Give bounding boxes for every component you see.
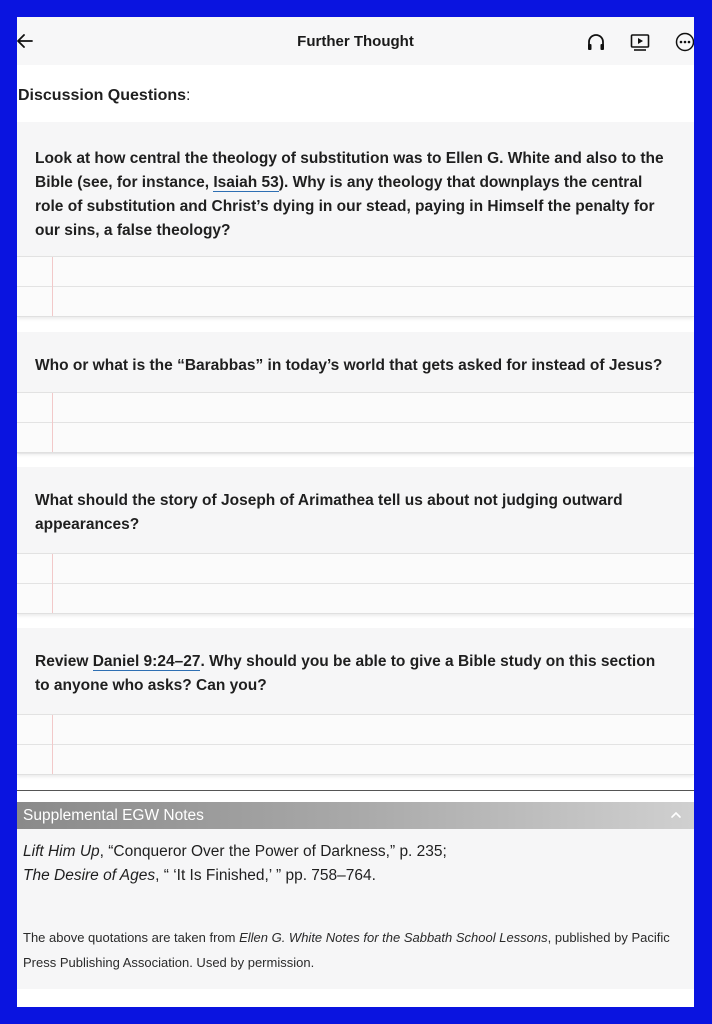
top-bar: [17, 17, 694, 65]
reference-1-title: Lift Him Up: [23, 843, 100, 860]
question-text-part: Review: [35, 653, 93, 670]
more-icon[interactable]: [674, 31, 694, 53]
reference-2-detail: , “ ‘It Is Finished,’ ” pp. 758–764.: [155, 867, 376, 884]
chevron-up-icon[interactable]: [670, 810, 682, 820]
discussion-colon: :: [186, 87, 191, 104]
note-part: , published by Pacific Press Publishing Association. Used by permission.: [23, 930, 670, 970]
answer-lines[interactable]: [17, 256, 694, 317]
question-text-part: . Why should you be able to give a Bible study on this section to anyone who asks? Can you?: [35, 653, 656, 694]
headphones-icon[interactable]: [585, 31, 607, 53]
question-text-part: Who or what is the “Barabbas” in today’s world that gets asked for instead of Jesus?: [35, 357, 663, 374]
question-text-part: Look at how central the theology of substitution was to Ellen G. White and also to the Bible (see, for instance,: [35, 150, 664, 191]
margin-line: [52, 257, 53, 316]
ruled-line: [17, 583, 694, 584]
page-title: Further Thought: [297, 33, 414, 50]
discussion-label: Discussion Questions: [18, 87, 187, 104]
reference-2: [23, 867, 376, 885]
question-text-part: ). Why is any theology that downplays the central role of substitution and Christ’s dying in our stead, paying in Himself the penalty for our sins, a false theology?: [35, 174, 655, 239]
question-text: [35, 650, 674, 698]
scripture-link-isaiah[interactable]: Isaiah 53: [213, 174, 279, 191]
reference-2-title: The Desire of Ages: [23, 867, 156, 884]
question-text-part: What should the story of Joseph of Arimathea tell us about not judging outward appearances?: [35, 492, 623, 533]
note-part: The above quotations are taken from: [23, 930, 240, 945]
reference-1-detail: , “Conqueror Over the Power of Darkness,” p. 235;: [99, 843, 447, 860]
supplemental-title: Supplemental EGW Notes: [23, 807, 204, 824]
question-text: [35, 147, 674, 243]
app-window: [17, 17, 694, 1007]
ruled-line: [17, 286, 694, 287]
question-card-3: [17, 467, 694, 614]
permission-note: [23, 925, 680, 975]
ruled-line: [17, 744, 694, 745]
margin-line: [52, 715, 53, 774]
margin-line: [52, 554, 53, 613]
supplemental-body: [17, 829, 694, 989]
answer-lines[interactable]: [17, 714, 694, 775]
answer-lines[interactable]: [17, 553, 694, 614]
supplemental-header[interactable]: [17, 802, 694, 829]
play-icon[interactable]: [629, 31, 651, 53]
section-divider: [17, 790, 694, 791]
scripture-link-daniel[interactable]: Daniel 9:24–27: [92, 653, 201, 670]
discussion-heading: [18, 87, 191, 105]
margin-line: [52, 393, 53, 452]
question-text: [35, 354, 674, 378]
question-card-4: [17, 628, 694, 775]
reference-1: [23, 843, 447, 861]
answer-lines[interactable]: [17, 392, 694, 453]
question-text: [35, 489, 674, 537]
ruled-line: [17, 422, 694, 423]
question-card-2: [17, 332, 694, 454]
note-book-title: Ellen G. White Notes for the Sabbath School Lessons: [239, 930, 548, 945]
question-card-1: [17, 122, 694, 317]
